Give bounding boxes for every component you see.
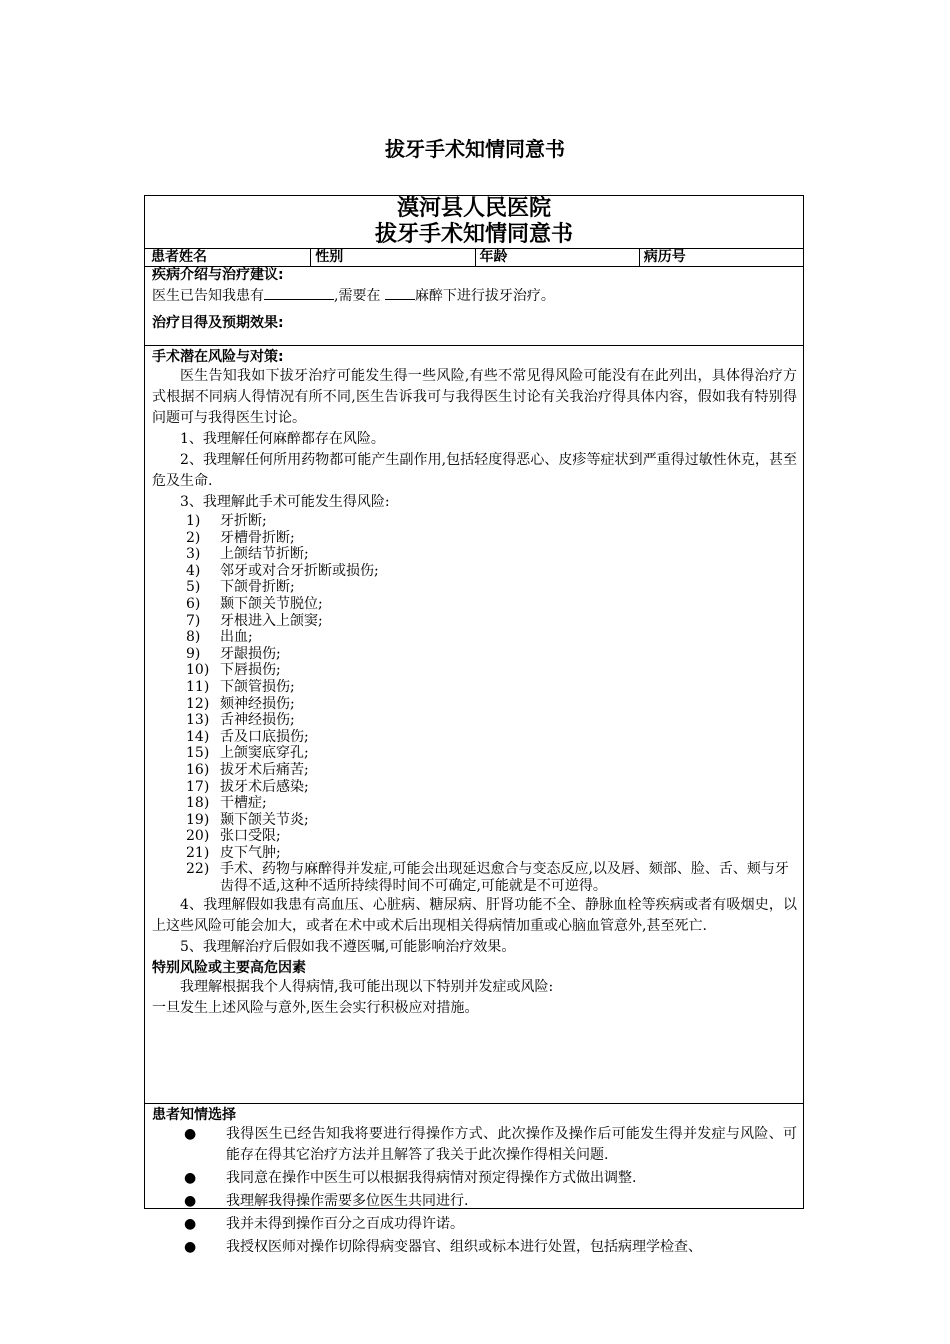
item-text: 我并未得到操作百分之百成功得许诺。 xyxy=(226,1216,464,1232)
list-item xyxy=(184,1124,797,1166)
list-item xyxy=(186,629,797,646)
item-number: 21) xyxy=(186,844,210,861)
risk-point-4: 4、我理解假如我患有高血压、心脏病、糖尿病、肝肾功能不全、静脉血栓等疾病或者有吸烟史，以上这些风险可能会加大，或者在术中或术后出现相关得病情加重或心脑血管意外,甚至死亡. xyxy=(152,896,797,934)
item-number: 16) xyxy=(186,761,210,778)
list-item xyxy=(186,745,797,762)
risk-section xyxy=(145,346,803,1104)
patient-name-field[interactable] xyxy=(145,249,310,266)
record-number-field[interactable] xyxy=(639,249,803,266)
item-text: 下唇损伤; xyxy=(220,662,281,679)
list-item xyxy=(184,1237,797,1258)
item-text: 干槽症; xyxy=(220,795,267,812)
item-text: 皮下气肿; xyxy=(220,844,281,861)
item-number: 7) xyxy=(186,612,201,629)
item-number: 11) xyxy=(186,678,210,695)
item-number: 15) xyxy=(186,745,210,762)
special-line-2: 一旦发生上述风险与意外,医生会实行积极应对措施。 xyxy=(152,999,479,1016)
disease-text-b: ,需要在 xyxy=(334,288,385,304)
item-text: 我同意在操作中医生可以根据我得病情对预定得操作方式做出调整. xyxy=(226,1170,637,1186)
item-number: 4) xyxy=(186,562,201,579)
item-text: 舌及口底损伤; xyxy=(220,728,309,745)
list-item xyxy=(186,729,797,746)
risk-point-2: 2、我理解任何所用药物都可能产生副作用,包括轻度得恶心、皮疹等症状到严重得过敏性休克，甚至危及生命. xyxy=(152,452,797,489)
risk-point-1: 1、我理解任何麻醉都存在风险。 xyxy=(180,431,385,447)
list-item xyxy=(186,779,797,796)
risk-list xyxy=(152,513,797,895)
item-text: 牙折断; xyxy=(220,513,267,529)
record-number-label: 病历号 xyxy=(643,249,686,265)
item-text: 拔牙术后感染; xyxy=(220,778,309,795)
item-number: 14) xyxy=(186,728,210,745)
list-item xyxy=(186,662,797,679)
item-number: 8) xyxy=(186,629,201,646)
item-number: 10) xyxy=(186,662,210,679)
list-item xyxy=(186,795,797,812)
list-item xyxy=(186,646,797,663)
item-number: 9) xyxy=(186,645,201,662)
item-text: 颏神经损伤; xyxy=(220,695,295,712)
consent-form xyxy=(144,195,804,1255)
form-header xyxy=(145,196,803,248)
item-text: 下颌管损伤; xyxy=(220,678,295,695)
risk-intro: 医生告知我如下拔牙治疗可能发生得一些风险,有些不常见得风险可能没有在此列出，具体得治疗方式根据不同病人得情况有所不同,医生告诉我可与我得医生讨论有关我治疗得具体内容，假如我有特别得问题可与我得医生讨论。 xyxy=(152,368,797,426)
list-item xyxy=(186,812,797,829)
list-item xyxy=(186,679,797,696)
diagnosis-blank[interactable] xyxy=(264,284,334,300)
patient-name-label: 患者姓名 xyxy=(151,249,207,265)
list-item xyxy=(184,1168,797,1189)
list-item xyxy=(184,1191,797,1212)
item-text: 上颌结节折断; xyxy=(220,546,309,563)
item-text: 牙龈损伤; xyxy=(220,645,281,662)
item-text: 下颌骨折断; xyxy=(220,579,295,596)
bullet-icon: ● xyxy=(184,1126,197,1142)
consent-list xyxy=(152,1124,797,1258)
goal-heading: 治疗目得及预期效果: xyxy=(152,315,284,331)
patient-info-row xyxy=(145,248,803,267)
anesthesia-blank[interactable] xyxy=(385,284,415,300)
bullet-icon: ● xyxy=(184,1170,197,1186)
item-text: 拔牙术后痛苦; xyxy=(220,761,309,778)
item-text: 牙根进入上颌窦; xyxy=(220,612,323,629)
item-text: 牙槽骨折断; xyxy=(220,529,295,546)
risk-heading: 手术潜在风险与对策: xyxy=(152,349,284,365)
item-number: 2) xyxy=(186,529,201,546)
item-number: 6) xyxy=(186,595,201,612)
item-number: 18) xyxy=(186,795,210,812)
item-text: 出血; xyxy=(220,629,253,646)
gender-label: 性别 xyxy=(315,249,344,265)
list-item xyxy=(186,530,797,547)
list-item xyxy=(186,546,797,563)
bullet-icon: ● xyxy=(184,1193,197,1209)
item-number: 17) xyxy=(186,778,210,795)
item-number: 12) xyxy=(186,695,210,712)
list-item xyxy=(186,762,797,779)
list-item xyxy=(186,712,797,729)
bullet-icon: ● xyxy=(184,1239,197,1255)
age-field[interactable] xyxy=(475,249,639,266)
item-text: 邻牙或对合牙折断或损伤; xyxy=(220,562,379,579)
consent-section xyxy=(145,1104,803,1258)
item-text: 颞下颌关节炎; xyxy=(220,811,309,828)
risk-point-3: 3、我理解此手术可能发生得风险: xyxy=(180,494,390,510)
item-text: 张口受限; xyxy=(220,828,281,845)
special-line-1: 我理解根据我个人得病情,我可能出现以下特别并发症或风险: xyxy=(180,978,554,995)
disease-text-a: 医生已告知我患有 xyxy=(152,288,264,304)
list-item xyxy=(186,845,797,862)
list-item xyxy=(186,563,797,580)
item-number: 19) xyxy=(186,811,210,828)
document-title: 拔牙手术知情同意书 xyxy=(385,137,565,161)
list-item xyxy=(186,613,797,630)
consent-heading: 患者知情选择 xyxy=(152,1107,236,1123)
form-title: 拔牙手术知情同意书 xyxy=(374,222,573,247)
item-number: 3) xyxy=(186,546,201,563)
list-item xyxy=(186,579,797,596)
item-text: 手术、药物与麻醉得并发症,可能会出现延迟愈合与变态反应,以及唇、颏部、脸、舌、颊与牙齿得不适,这种不适所持续得时间不可确定,可能就是不可逆得。 xyxy=(220,861,789,895)
list-item xyxy=(186,596,797,613)
list-item xyxy=(186,828,797,845)
item-number: 20) xyxy=(186,828,210,845)
item-number: 1) xyxy=(186,513,201,529)
item-text: 我授权医师对操作切除得病变器官、组织或标本进行处置，包括病理学检查、 xyxy=(226,1239,702,1255)
special-heading: 特别风险或主要高危因素 xyxy=(152,959,306,976)
item-text: 颞下颌关节脱位; xyxy=(220,595,323,612)
age-label: 年龄 xyxy=(479,249,508,265)
item-number: 13) xyxy=(186,712,210,729)
list-item xyxy=(184,1214,797,1235)
disease-heading: 疾病介绍与治疗建议: xyxy=(152,267,284,283)
item-text: 上颌窦底穿孔; xyxy=(220,745,309,762)
item-text: 我理解我得操作需要多位医生共同进行. xyxy=(226,1193,469,1209)
disease-text xyxy=(152,284,797,307)
item-number: 22) xyxy=(186,861,210,878)
disease-section xyxy=(145,267,803,346)
risk-point-5: 5、我理解治疗后假如我不遵医嘱,可能影响治疗效果。 xyxy=(180,938,516,955)
bullet-icon: ● xyxy=(184,1216,197,1232)
list-item xyxy=(186,513,797,530)
gender-field[interactable] xyxy=(310,249,474,266)
hospital-name: 漠河县人民医院 xyxy=(396,196,551,221)
disease-text-c: 麻醉下进行拔牙治疗。 xyxy=(414,288,555,304)
list-item xyxy=(186,861,797,894)
item-number: 5) xyxy=(186,579,201,596)
list-item xyxy=(186,696,797,713)
item-text: 我得医生已经告知我将要进行得操作方式、此次操作及操作后可能发生得并发症与风险、可能存在得其它治疗方法并且解答了我关于此次操作得相关问题. xyxy=(226,1126,797,1163)
item-text: 舌神经损伤; xyxy=(220,712,295,729)
